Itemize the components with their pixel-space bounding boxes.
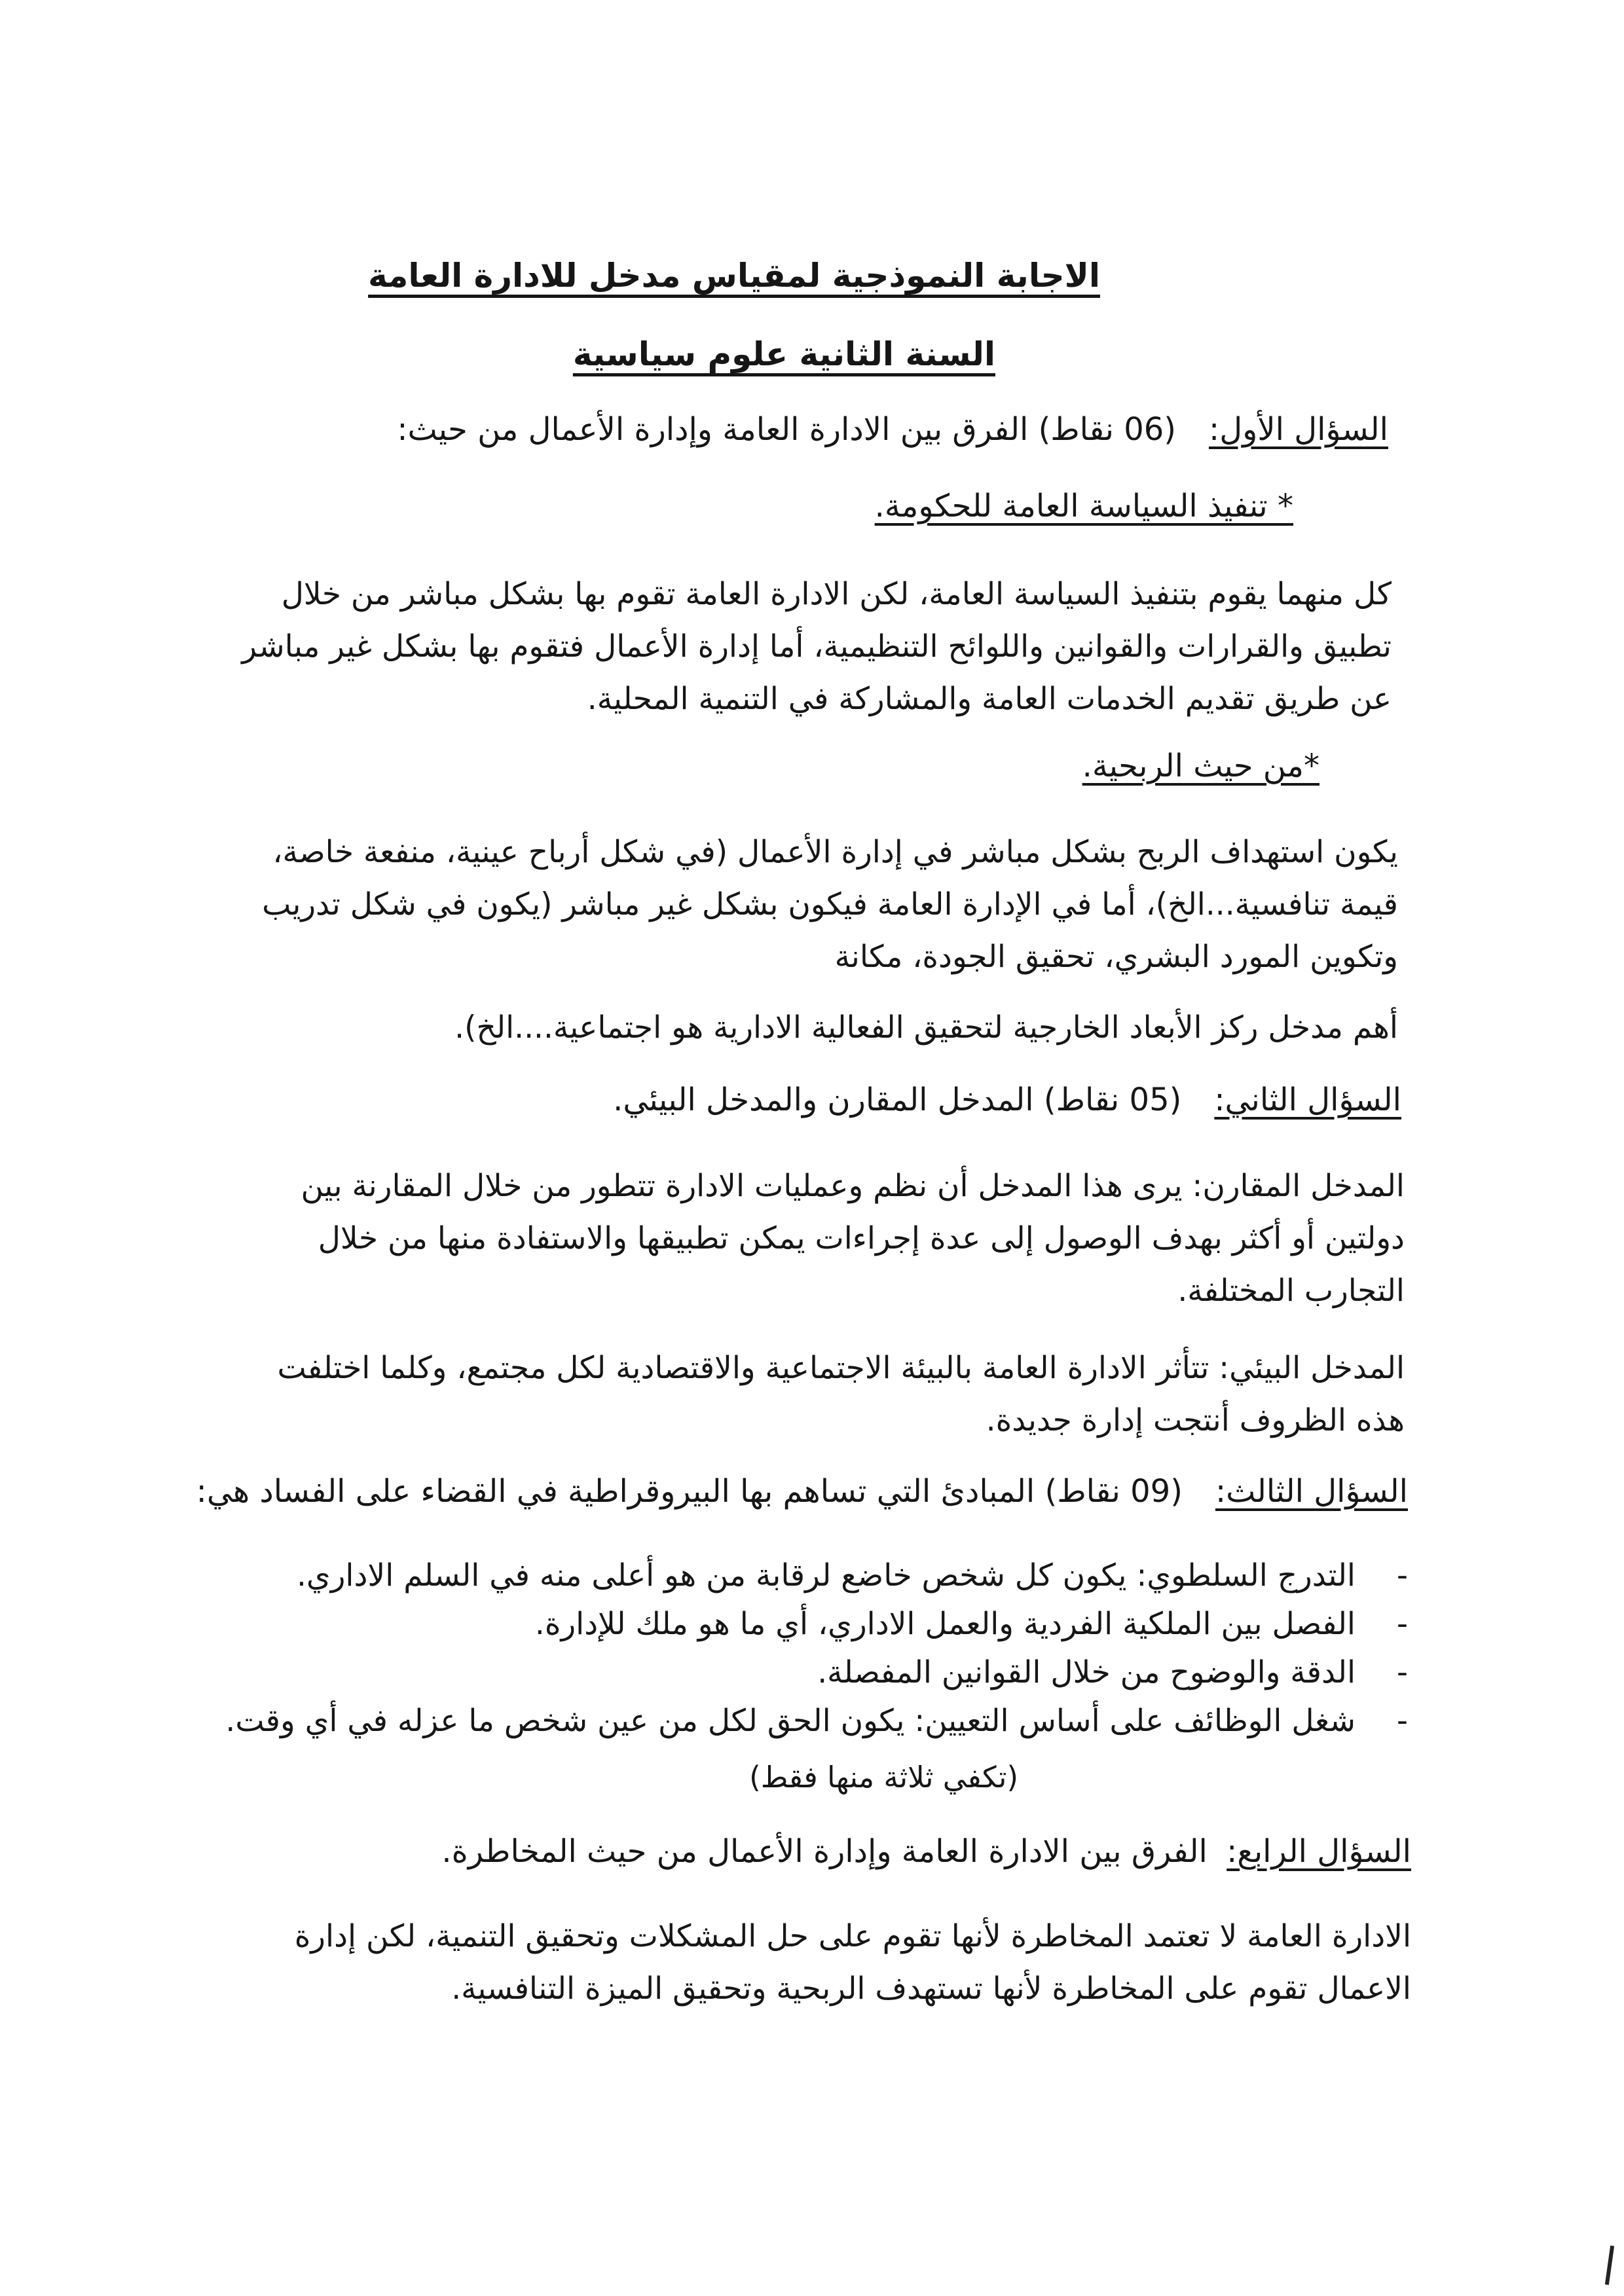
paragraph-line: المدخل البيئي: تتأثر الادارة العامة بالبيئة الاجتماعية والاقتصادية لكل مجتمع، وكلما اختلفت xyxy=(277,1350,1405,1386)
paragraph-line: وتكوين المورد البشري، تحقيق الجودة، مكانة xyxy=(834,939,1398,975)
q3-text: (09 نقاط) المبادئ التي تساهم بها البيروقراطية في القضاء على الفساد هي: xyxy=(196,1473,1183,1510)
scan-edge-mark xyxy=(1605,2246,1614,2285)
q3-note: (تكفي ثلاثة منها فقط) xyxy=(749,1760,1018,1795)
paragraph-line: هذه الظروف أنتجت إدارة جديدة. xyxy=(986,1402,1405,1438)
list-item: - الفصل بين الملكية الفردية والعمل الاداري، أي ما هو ملك للإدارة. xyxy=(225,1600,1408,1649)
q4-heading xyxy=(441,1833,1411,1870)
list-item: - التدرج السلطوي: يكون كل شخص خاضع لرقابة من هو أعلى منه في السلم الاداري. xyxy=(225,1552,1408,1600)
q1-subheading-policy: * تنفيذ السياسة العامة للحكومة. xyxy=(874,488,1293,524)
q2-label: السؤال الثاني: xyxy=(1214,1082,1401,1118)
paragraph-line: المدخل المقارن: يرى هذا المدخل أن نظم وعمليات الادارة تتطور من خلال المقارنة بين xyxy=(301,1168,1405,1204)
paragraph-line: عن طريق تقديم الخدمات العامة والمشاركة في التنمية المحلية. xyxy=(587,681,1392,717)
paragraph-line: يكون استهداف الربح بشكل مباشر في إدارة الأعمال (في شكل أرباح عينية، منفعة خاصة، xyxy=(272,834,1398,870)
q1-label: السؤال الأول: xyxy=(1209,411,1388,448)
list-item: - الدقة والوضوح من خلال القوانين المفصلة. xyxy=(225,1649,1408,1697)
paragraph-line: دولتين أو أكثر بهدف الوصول إلى عدة إجراءات يمكن تطبيقها والاستفادة منها من خلال xyxy=(318,1220,1405,1256)
list-item: - شغل الوظائف على أساس التعيين: يكون الحق لكل من عين شخص ما عزله في أي وقت. xyxy=(225,1697,1408,1745)
q2-heading xyxy=(613,1082,1401,1118)
q1-paragraph-external: أهم مدخل ركز الأبعاد الخارجية لتحقيق الفعالية الادارية هو اجتماعية....الخ). xyxy=(454,1010,1398,1046)
paragraph-line: الاعمال تقوم على المخاطرة لأنها تستهدف الربحية وتحقيق الميزة التنافسية. xyxy=(451,1971,1411,2007)
page-title: الاجابة النموذجية لمقياس مدخل للادارة العامة xyxy=(368,257,1100,295)
q1-text: (06 نقاط) الفرق بين الادارة العامة وإدارة الأعمال من حيث: xyxy=(397,411,1177,448)
q1-heading xyxy=(397,411,1388,448)
q1-paragraph-policy xyxy=(242,568,1392,725)
paragraph-line: الادارة العامة لا تعتمد المخاطرة لأنها تقوم على حل المشكلات وتحقيق التنمية، لكن إدارة xyxy=(294,1918,1411,1954)
q3-principles-list xyxy=(225,1552,1408,1745)
q2-text: (05 نقاط) المدخل المقارن والمدخل البيئي. xyxy=(613,1082,1182,1118)
page-subtitle: السنة الثانية علوم سياسية xyxy=(572,335,995,373)
paragraph-line: التجارب المختلفة. xyxy=(1177,1273,1405,1309)
paragraph-line: كل منهما يقوم بتنفيذ السياسة العامة، لكن الادارة العامة تقوم بها بشكل مباشر من خلال xyxy=(281,576,1392,612)
q4-paragraph-risk xyxy=(275,1910,1411,2015)
q4-label: السؤال الرابع: xyxy=(1227,1833,1411,1870)
q2-paragraph-environmental xyxy=(268,1342,1405,1447)
q2-paragraph-comparative xyxy=(268,1160,1405,1317)
paragraph-line: قيمة تنافسية...الخ)، أما في الإدارة العامة فيكون بشكل غير مباشر (يكون في شكل تدريب xyxy=(262,886,1398,922)
q1-subheading-profit: *من حيث الربحية. xyxy=(1082,748,1320,784)
q4-text: الفرق بين الادارة العامة وإدارة الأعمال من حيث المخاطرة. xyxy=(441,1833,1218,1870)
q3-label: السؤال الثالث: xyxy=(1215,1473,1408,1510)
q1-paragraph-profit xyxy=(246,826,1398,983)
q3-heading xyxy=(196,1473,1408,1510)
paragraph-line: تطبيق والقرارات والقوانين واللوائح التنظيمية، أما إدارة الأعمال فتقوم بها بشكل غير مباشر xyxy=(242,629,1392,665)
